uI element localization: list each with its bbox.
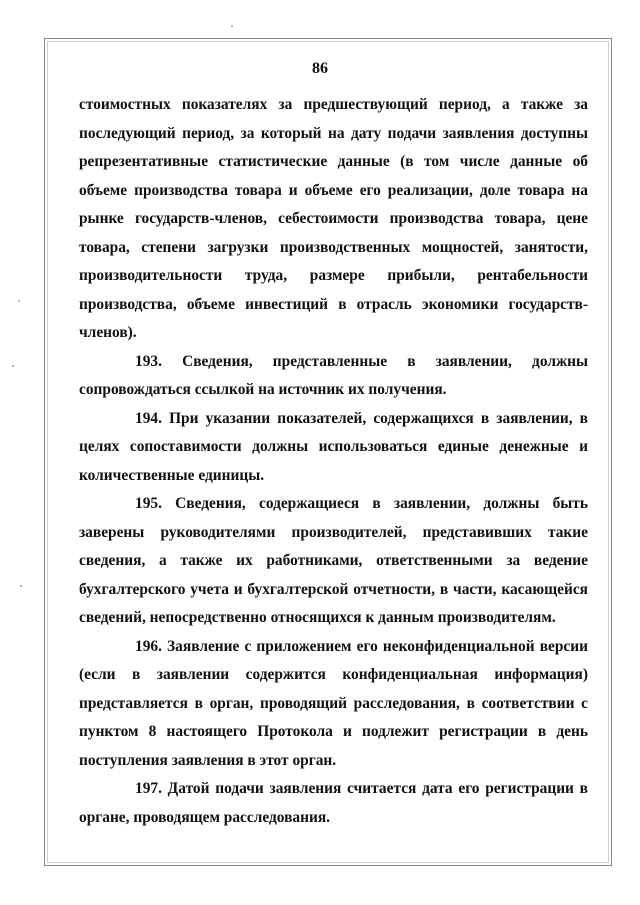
document-body (79, 91, 588, 832)
paragraph-continuation: стоимостных показателях за предшествующий период, а также за последующий период, за который на дату подачи заявления доступны репрезентативные статистические данные (в том числе данные об объеме производства товара и объеме его реализации, доле товара на рынке государств-членов, себестоимости производства товара, цене товара, степени загрузки производственных мощностей, занятости, производительности труда, размере прибыли, рентабельности производства, объеме инвестиций в отрасль экономики государств-членов). (79, 96, 588, 341)
paragraph-196: 196. Заявление с приложением его неконфиденциальной версии (если в заявлении содержится конфиденциальная информация) представляется в орган, проводящий расследования, в соответствии с пунктом 8 настоящего Протокола и подлежит регистрации в день поступления заявления в этот орган. (79, 637, 588, 769)
scan-speck (231, 25, 233, 27)
scan-speck (20, 585, 22, 587)
paragraph-197: 197. Датой подачи заявления считается дата его регистрации в органе, проводящем расследования. (79, 780, 588, 826)
page-number: 86 (312, 60, 328, 77)
paragraph-193: 193. Сведения, представленные в заявлении, должны сопровождаться ссылкой на источник их получения. (79, 352, 588, 398)
scan-speck (18, 300, 20, 302)
paragraph-194: 194. При указании показателей, содержащихся в заявлении, в целях сопоставимости должны использоваться единые денежные и количественные единицы. (79, 409, 588, 484)
scan-speck (12, 365, 14, 367)
paragraph-195: 195. Сведения, содержащиеся в заявлении, должны быть заверены руководителями производителей, представивших такие сведения, а также их работниками, ответственными за ведение бухгалтерского учета и бухгалтерской отчетности, в части, касающейся сведений, непосредственно относящихся к данным производителям. (79, 495, 588, 626)
